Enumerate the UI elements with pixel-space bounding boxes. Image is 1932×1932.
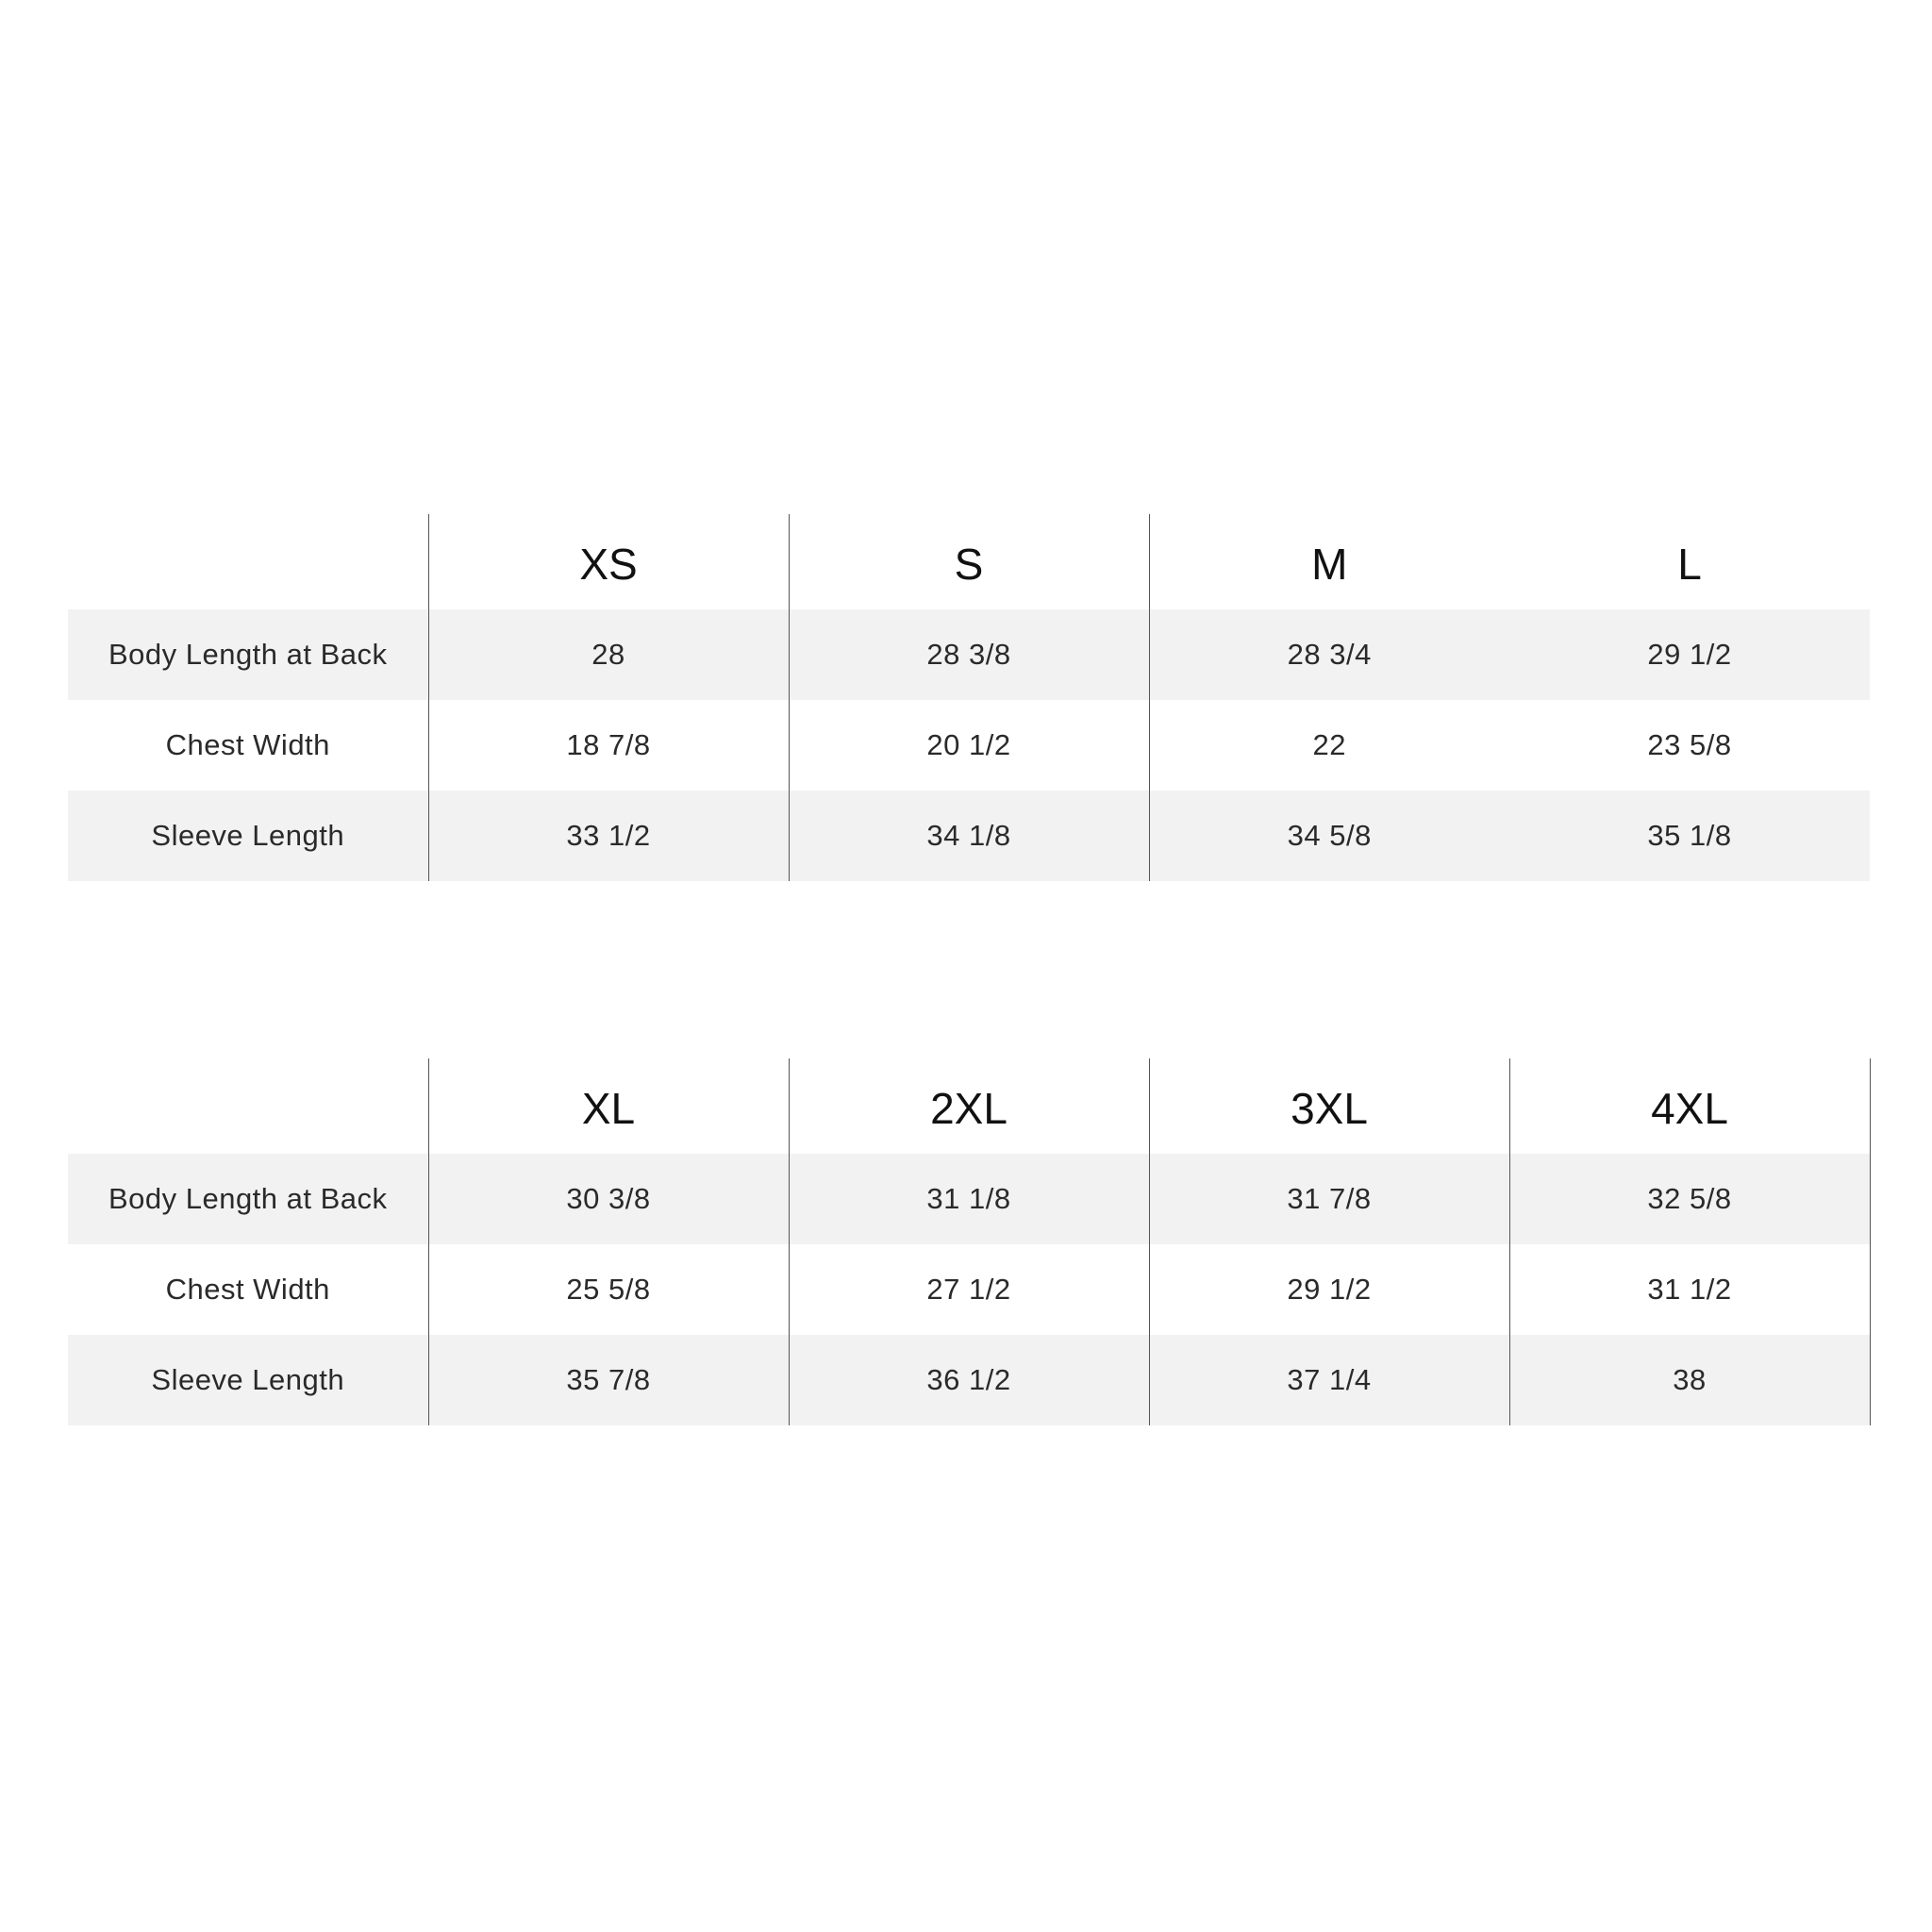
- table-cell: 29 1/2: [1149, 1244, 1509, 1335]
- table-cell: 31 1/2: [1509, 1244, 1870, 1335]
- table-cell: 31 7/8: [1149, 1154, 1509, 1244]
- table-cell: 28: [428, 609, 789, 700]
- table-row-chest-width: [68, 1244, 1870, 1335]
- table-cell: 31 1/8: [789, 1154, 1149, 1244]
- size-header-m: M: [1149, 514, 1509, 609]
- row-label: Chest Width: [165, 1273, 330, 1306]
- table-cell: 34 1/8: [789, 791, 1149, 881]
- row-label: Body Length at Back: [68, 609, 428, 700]
- table-cell: 34 5/8: [1149, 791, 1509, 881]
- table-row-chest-width: [68, 700, 1870, 791]
- size-chart-table-1: [68, 514, 1870, 881]
- table-cell: 38: [1509, 1335, 1870, 1425]
- row-label: Chest Width: [165, 728, 330, 761]
- table-cell: 28 3/8: [789, 609, 1149, 700]
- header-corner-cell: [68, 1058, 428, 1154]
- size-header-row: [68, 1058, 1870, 1154]
- table-cell: 27 1/2: [789, 1244, 1149, 1335]
- table-row-body-length: [68, 1154, 1870, 1244]
- table-cell: 18 7/8: [428, 700, 789, 791]
- size-header-s: S: [789, 514, 1149, 609]
- header-corner-cell: [68, 514, 428, 609]
- table-cell: 20 1/2: [789, 700, 1149, 791]
- table-cell: 33 1/2: [428, 791, 789, 881]
- table-cell: 28 3/4: [1149, 609, 1509, 700]
- table-row-body-length: [68, 609, 1870, 700]
- table-cell: 35 7/8: [428, 1335, 789, 1425]
- table-cell: 23 5/8: [1647, 728, 1732, 761]
- table-cell: 32 5/8: [1509, 1154, 1870, 1244]
- table-cell: 35 1/8: [1509, 791, 1870, 881]
- row-label: Sleeve Length: [68, 1335, 428, 1425]
- table-cell: 22: [1149, 700, 1509, 791]
- size-chart-table-2: [68, 1058, 1871, 1425]
- table-cell: 37 1/4: [1149, 1335, 1509, 1425]
- size-header-xs: XS: [428, 514, 789, 609]
- table-row-sleeve-length: [68, 791, 1870, 881]
- size-header-3xl: 3XL: [1149, 1058, 1509, 1154]
- size-header-xl: XL: [428, 1058, 789, 1154]
- table-cell: 30 3/8: [428, 1154, 789, 1244]
- table-cell: 25 5/8: [428, 1244, 789, 1335]
- table-row-sleeve-length: [68, 1335, 1870, 1425]
- size-header-l: L: [1677, 539, 1702, 589]
- size-header-4xl: 4XL: [1509, 1058, 1870, 1154]
- size-header-2xl: 2XL: [789, 1058, 1149, 1154]
- table-cell: 29 1/2: [1509, 609, 1870, 700]
- row-label: Sleeve Length: [68, 791, 428, 881]
- size-header-row: [68, 514, 1870, 609]
- table-cell: 36 1/2: [789, 1335, 1149, 1425]
- row-label: Body Length at Back: [68, 1154, 428, 1244]
